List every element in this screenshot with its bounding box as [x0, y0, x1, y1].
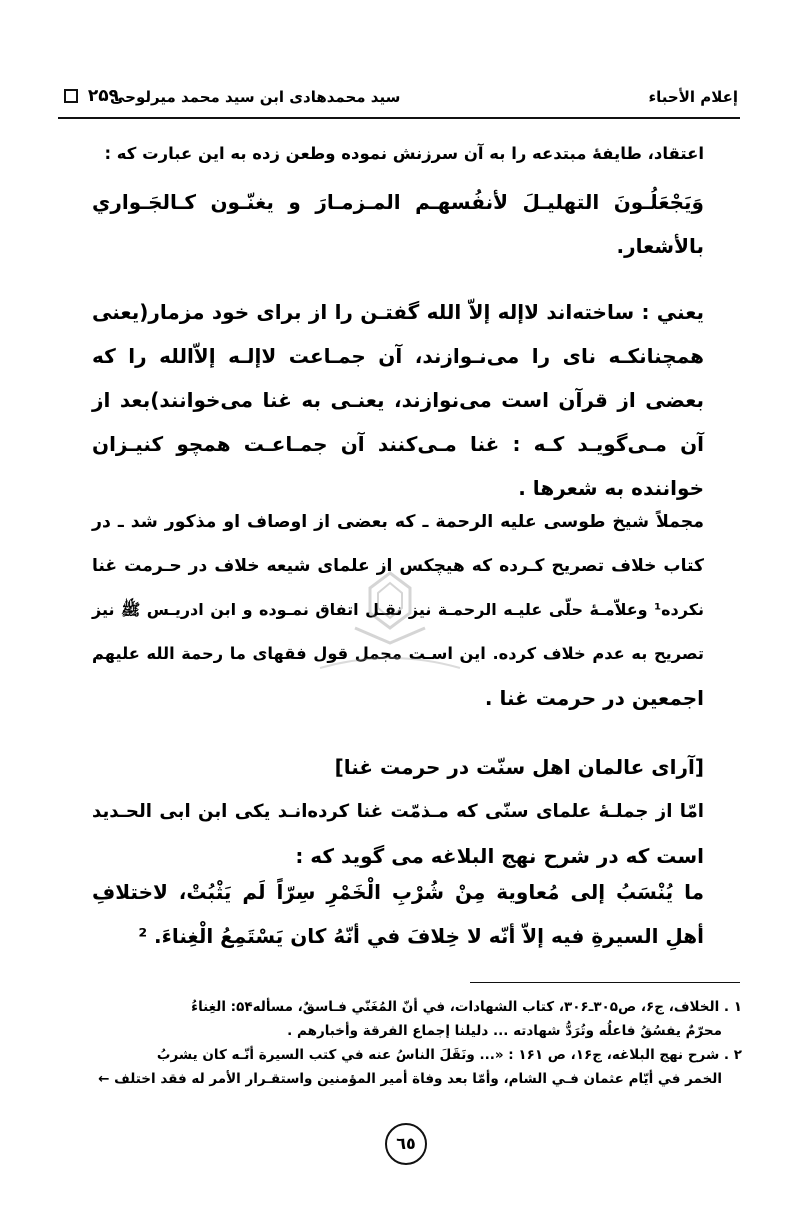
watermark-emblem-icon: [300, 568, 480, 688]
heading-text: [آرای عالمان اهل سنّت در حرمت غنا]: [334, 755, 704, 779]
text-line: تصریح به عدم خلاف کرده. این اسـت مجمل قول فقهای ما رحمة الله علیهم: [92, 644, 704, 663]
footnote-rule: [470, 982, 740, 983]
text-line: بالأشعار.: [616, 234, 704, 258]
text-line: یعني : ساخته‌اند لاإله إلاّ الله گفتـن را از برای خود مزمار(یعنی: [92, 300, 704, 324]
footnote-1-cont: محرّمٌ يفسُقُ فاعلُه وتُرَدُّ شهادته ... دليلنا إجماع الفرقة وأخبارهم .: [287, 1023, 722, 1039]
running-header: [60, 84, 738, 114]
square-bullet-icon: [64, 89, 78, 103]
text-line: مجملاً شیخ طوسی علیه الرحمة ـ که بعضی از اوصاف او مذکور شد ـ در: [92, 512, 704, 532]
paragraph-1: [92, 132, 704, 176]
text-line: امّا از جملـۀ علمای سنّی که مـذمّت غنا کرده‌انـد یکی ابن ابی الحـدید: [92, 801, 704, 822]
text-line: کتاب خلاف تصریح کـرده که هیچکس از علمای شیعه خلاف در حـرمت غنا: [92, 556, 704, 576]
arabic-quote-1: [92, 180, 704, 268]
text-line: است که در شرح نهج البلاغه می گوید که :: [295, 844, 704, 868]
text-line: وَيَجْعَلُـونَ التهليـلَ لأنفُسهـم المـزمـارَ و يغنّـون كـالجَـواري: [92, 190, 704, 214]
section-heading: [92, 745, 704, 789]
watermark-logo: [300, 568, 480, 688]
text-line: أهلِ السيرةِ فيه إلاّ أنّه لا خِلافَ في أنّهُ كان يَسْتَمِعُ الْغِناءَ. ²: [138, 924, 704, 948]
text-line: همچنانکـه نای را می‌نـوازند، آن جمـاعت لاإلـه إلاّالله را که: [92, 344, 704, 368]
footnote-1: ١ . الخلاف، ج۶، ص۳۰۵ـ۳۰۶، كتاب الشهادات، في أنّ المُغَنّي فـاسقٌ، مسأله۵۴: الغِناءُ: [191, 999, 742, 1015]
text-line: خواننده به شعرها .: [518, 476, 704, 500]
text-line: اجمعین در حرمت غنا .: [484, 686, 704, 710]
footnote-2-cont: الخمر في أيّام عثمان فـي الشام، وأمّا بعد وفاة أمير المؤمنين واستقـرار الأمر له فقد اختلف ←: [98, 1071, 722, 1087]
arabic-quote-2: [92, 870, 704, 958]
text-line: بعضی از قرآن است می‌نوازند، یعنـی به غنا می‌خوانند)بعد از: [92, 388, 704, 412]
author-name: سید محمدهادی ابن سید محمد میرلوحی: [110, 88, 401, 106]
text-line: نکرده¹ وعلاّمـۀ حلّی علیـه الرحمـة نیز نقـل اتفاق نمـوده و ابن ادریـس ﷺ نیز: [92, 600, 704, 619]
text-line: آن مـی‌گویـد کـه : غنا مـی‌کنند آن جمـاعـت همچو کنیـزان: [92, 432, 704, 456]
text-line: اعتقاد، طایفۀ مبتدعه را به آن سرزنش نموده وطعن زده به این عبارت که :: [104, 144, 704, 163]
header-rule: [58, 117, 740, 119]
book-title: إعلام الأحباء: [648, 88, 738, 106]
text-line: ما يُنْسَبُ إلى مُعاوية مِنْ شُرْبِ الْخَمْرِ سِرّاً لَم يَثْبُتْ، لاختلافِ: [92, 880, 704, 904]
header-page-number: [60, 86, 119, 106]
paragraph-2: [92, 290, 704, 510]
footnotes: [62, 995, 742, 1091]
footnote-2: ٢ . شرح نهج البلاغه، ج۱۶، ص ۱۶۱ : «... ونَقَلَ الناسُ عنه في كتب السيرة أنّـه كان يشربُ: [156, 1047, 742, 1063]
page-number: ۲۵۹: [87, 86, 120, 106]
paragraph-4: [92, 790, 704, 878]
folio-number: ٦٥: [385, 1123, 427, 1165]
